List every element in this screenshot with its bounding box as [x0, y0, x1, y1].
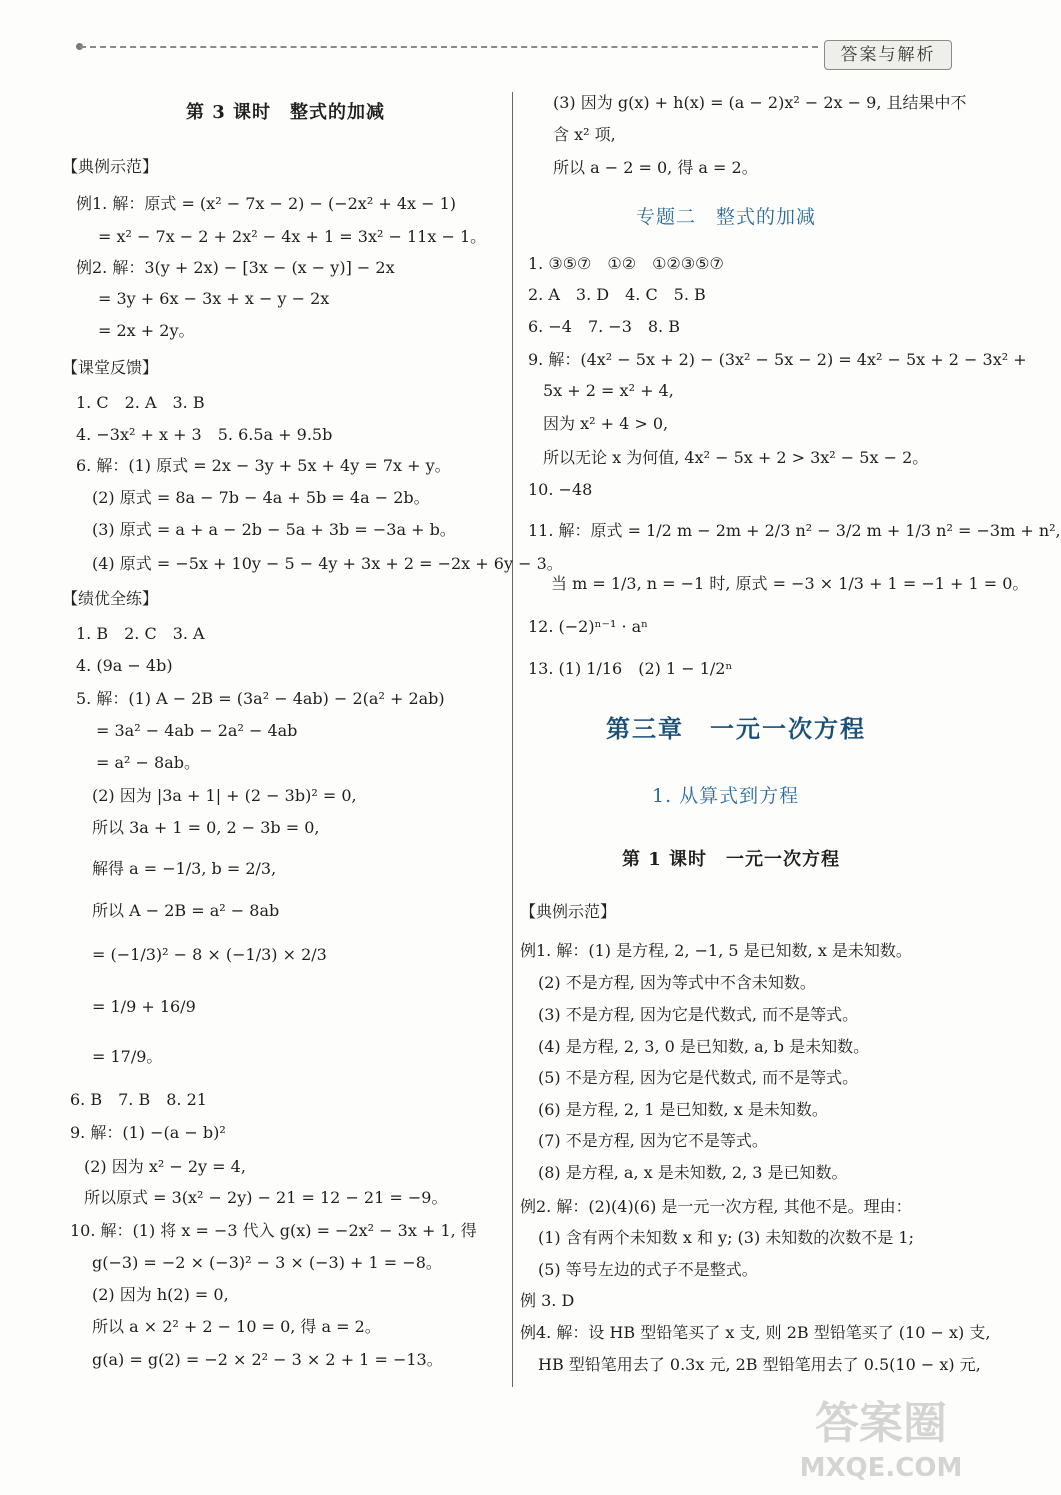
text-line: 含 x² 项, — [553, 125, 616, 144]
text-line: 1. ③⑤⑦ ①② ①②③⑤⑦ — [528, 254, 724, 273]
text-line: 【课堂反馈】 — [62, 358, 159, 377]
text-line: = 3a² − 4ab − 2a² − 4ab — [96, 721, 298, 740]
text-line: = 17/9。 — [92, 1047, 163, 1066]
text-line: 5x + 2 = x² + 4, — [543, 381, 674, 400]
text-line: (5) 等号左边的式子不是整式。 — [538, 1260, 758, 1279]
text-line: 【典例示范】 — [520, 902, 617, 921]
text-line: (1) 含有两个未知数 x 和 y; (3) 未知数的次数不是 1; — [538, 1228, 914, 1247]
text-line: 10. −48 — [528, 480, 593, 499]
text-line: 2. A 3. D 4. C 5. B — [528, 285, 706, 304]
text-line: (4) 原式 = −5x + 10y − 5 − 4y + 3x + 2 = −2x + 6y − 3。 — [92, 554, 563, 573]
text-line: 4. −3x² + x + 3 5. 6.5a + 9.5b — [76, 425, 333, 444]
text-line: 专题二 整式的加减 — [636, 206, 817, 228]
header-rule — [80, 46, 818, 48]
text-line: (2) 因为 x² − 2y = 4, — [84, 1157, 246, 1176]
text-line: = 2x + 2y。 — [98, 321, 195, 340]
text-line: 12. (−2)ⁿ⁻¹ · aⁿ — [528, 617, 649, 636]
watermark-text: 答案圈 — [815, 1398, 947, 1449]
text-line: 例1. 解：原式 = (x² − 7x − 2) − (−2x² + 4x − 1) — [76, 194, 457, 213]
text-line: 第三章 一元一次方程 — [606, 715, 866, 743]
watermark-logo — [789, 1390, 974, 1485]
text-line: (4) 是方程, 2, 3, 0 是已知数, a, b 是未知数。 — [538, 1037, 870, 1056]
header-tab: 答案与解析 — [824, 40, 952, 70]
text-line: 6. 解：(1) 原式 = 2x − 3y + 5x + 4y = 7x + y。 — [76, 456, 451, 475]
text-line: (2) 因为 h(2) = 0, — [92, 1285, 229, 1304]
text-line: 1. B 2. C 3. A — [76, 624, 205, 643]
text-line: 【典例示范】 — [62, 157, 159, 176]
text-line: 11. 解：原式 = 1/2 m − 2m + 2/3 n² − 3/2 m + 1/3 n² = −3m + n², — [528, 521, 1061, 540]
text-line: (2) 因为 |3a + 1| + (2 − 3b)² = 0, — [92, 786, 357, 805]
text-line: 解得 a = −1/3, b = 2/3, — [92, 859, 277, 878]
text-line: = 1/9 + 16/9 — [92, 997, 196, 1016]
text-line: 13. (1) 1/16 (2) 1 − 1/2ⁿ — [528, 659, 733, 678]
text-line: 6. B 7. B 8. 21 — [70, 1090, 207, 1109]
text-line: = (−1/3)² − 8 × (−1/3) × 2/3 — [92, 945, 327, 964]
text-line: 所以原式 = 3(x² − 2y) − 21 = 12 − 21 = −9。 — [84, 1188, 448, 1207]
text-line: 所以 a − 2 = 0, 得 a = 2。 — [553, 158, 758, 177]
column-divider — [512, 92, 513, 1387]
watermark-domain: MXQE.COM — [799, 1453, 963, 1483]
text-line: 所以 3a + 1 = 0, 2 − 3b = 0, — [92, 818, 320, 837]
text-line: 9. 解：(1) −(a − b)² — [70, 1123, 226, 1142]
text-line: = a² − 8ab。 — [96, 753, 200, 772]
text-line: 4. (9a − 4b) — [76, 656, 173, 675]
text-line: (3) 原式 = a + a − 2b − 5a + 3b = −3a + b。 — [92, 520, 456, 539]
text-line: 例2. 解：3(y + 2x) − [3x − (x − y)] − 2x — [76, 258, 395, 277]
text-line: = 3y + 6x − 3x + x − y − 2x — [98, 289, 330, 308]
text-line: (8) 是方程, a, x 是未知数, 2, 3 是已知数。 — [538, 1163, 848, 1182]
text-line: 例2. 解：(2)(4)(6) 是一元一次方程, 其他不是。理由： — [520, 1197, 912, 1216]
text-line: (3) 不是方程, 因为它是代数式, 而不是等式。 — [538, 1005, 859, 1024]
text-line: 所以 a × 2² + 2 − 10 = 0, 得 a = 2。 — [92, 1317, 381, 1336]
text-line: 5. 解：(1) A − 2B = (3a² − 4ab) − 2(a² + 2ab) — [76, 689, 445, 708]
text-line: 例 3. D — [520, 1291, 575, 1310]
text-line: 所以 A − 2B = a² − 8ab — [92, 901, 280, 920]
text-line: 6. −4 7. −3 8. B — [528, 317, 680, 336]
text-line: = x² − 7x − 2 + 2x² − 4x + 1 = 3x² − 11x − 1。 — [98, 227, 487, 246]
text-line: 1. 从算式到方程 — [652, 785, 800, 807]
text-line: 10. 解：(1) 将 x = −3 代入 g(x) = −2x² − 3x + 1, 得 — [70, 1221, 477, 1240]
text-line: 当 m = 1/3, n = −1 时, 原式 = −3 × 1/3 + 1 = −1 + 1 = 0。 — [551, 574, 1029, 593]
text-line: (2) 原式 = 8a − 7b − 4a + 5b = 4a − 2b。 — [92, 488, 430, 507]
text-line: g(−3) = −2 × (−3)² − 3 × (−3) + 1 = −8。 — [92, 1253, 442, 1272]
text-line: (6) 是方程, 2, 1 是已知数, x 是未知数。 — [538, 1100, 828, 1119]
text-line: (3) 因为 g(x) + h(x) = (a − 2)x² − 2x − 9, 且结果中不 — [553, 93, 967, 112]
text-line: (2) 不是方程, 因为等式中不含未知数。 — [538, 973, 816, 992]
text-line: 所以无论 x 为何值, 4x² − 5x + 2 > 3x² − 5x − 2。 — [543, 448, 929, 467]
text-line: 例1. 解：(1) 是方程, 2, −1, 5 是已知数, x 是未知数。 — [520, 941, 912, 960]
text-line: 因为 x² + 4 > 0, — [543, 414, 669, 433]
text-line: g(a) = g(2) = −2 × 2² − 3 × 2 + 1 = −13。 — [92, 1350, 443, 1369]
text-line: 第 1 课时 一元一次方程 — [622, 849, 841, 870]
text-line: 9. 解：(4x² − 5x + 2) − (3x² − 5x − 2) = 4x² − 5x + 2 − 3x² + — [528, 350, 1027, 369]
text-line: 第 3 课时 整式的加减 — [186, 102, 386, 123]
text-line: (5) 不是方程, 因为它是代数式, 而不是等式。 — [538, 1068, 859, 1087]
text-line: HB 型铅笔用去了 0.3x 元, 2B 型铅笔用去了 0.5(10 − x) 元, — [538, 1355, 981, 1374]
text-line: 例4. 解：设 HB 型铅笔买了 x 支, 则 2B 型铅笔买了 (10 − x) 支, — [520, 1323, 991, 1342]
text-line: 1. C 2. A 3. B — [76, 393, 205, 412]
text-line: (7) 不是方程, 因为它不是等式。 — [538, 1131, 768, 1150]
text-line: 【绩优全练】 — [62, 589, 159, 608]
